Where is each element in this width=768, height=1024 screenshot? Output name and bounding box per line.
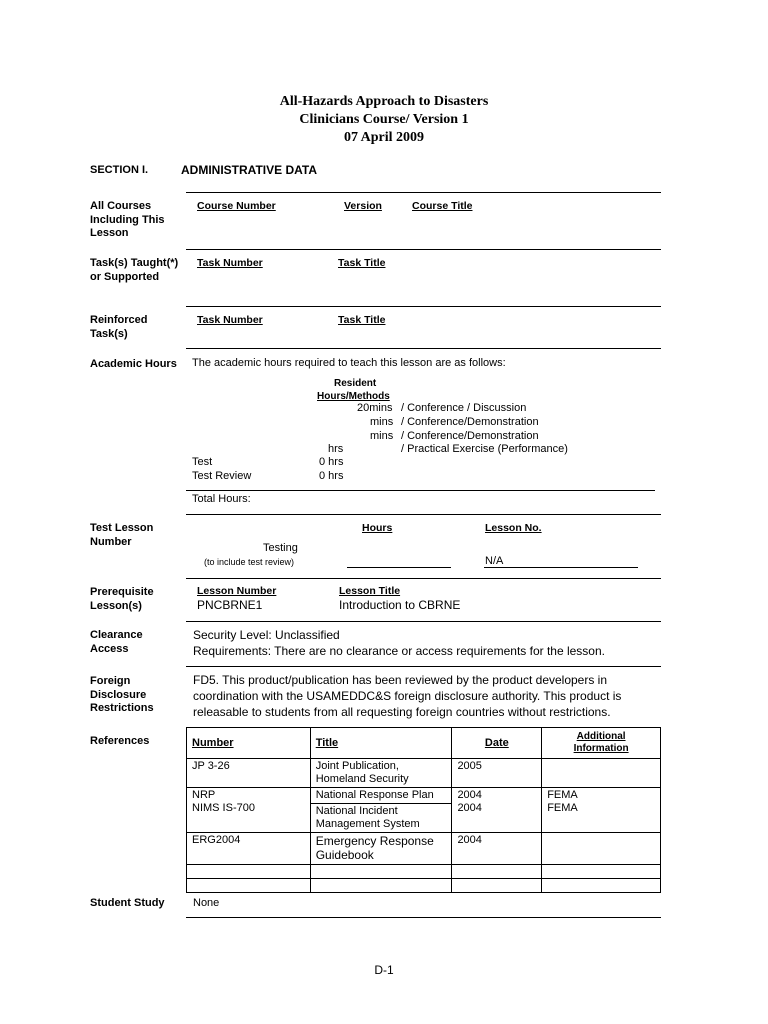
academic-intro: The academic hours required to teach this lesson are as follows: xyxy=(192,357,506,369)
security-level: Security Level: Unclassified xyxy=(193,628,340,642)
doc-date: 07 April 2009 xyxy=(343,130,425,145)
divider xyxy=(186,306,661,307)
resident-heading: Resident xyxy=(334,378,377,389)
student-study-label: Student Study xyxy=(90,897,165,909)
header-cell: Number xyxy=(187,728,311,759)
ref-title: Joint Publication, Homeland Security xyxy=(310,759,452,788)
ref-info xyxy=(542,833,661,865)
ref-title: National Response Plan National Incident Management System xyxy=(310,788,452,833)
header-cell: Title xyxy=(310,728,452,759)
academic-row-hours: mins xyxy=(370,416,394,428)
table-header-row xyxy=(187,728,661,759)
academic-row-method: / Conference/Demonstration xyxy=(401,416,539,428)
divider xyxy=(186,514,661,515)
page-number: D-1 xyxy=(374,963,394,977)
header-cell: Additional Information xyxy=(542,728,661,759)
task-number-header: Task Number xyxy=(197,257,263,269)
lesson-no-header: Lesson No. xyxy=(485,522,542,534)
references-table xyxy=(186,727,661,893)
academic-row-hours: 20mins xyxy=(357,402,393,414)
ref-number: NRP NIMS IS-700 xyxy=(187,788,311,833)
test-review-label: Test Review xyxy=(192,470,252,482)
table-row xyxy=(187,759,661,788)
student-study-value: None xyxy=(193,897,220,909)
ref-info: FEMA FEMA xyxy=(542,788,661,833)
prerequisite-label: Prerequisite Lesson(s) xyxy=(90,586,154,612)
doc-title: All-Hazards Approach to Disasters xyxy=(279,94,489,109)
hours-methods-heading: Hours/Methods xyxy=(317,391,390,402)
course-number-header: Course Number xyxy=(197,200,276,212)
prerequisite-title: Introduction to CBRNE xyxy=(339,598,461,612)
tasks-label: Task(s) Taught(*) or Supported xyxy=(90,257,179,283)
divider xyxy=(186,621,661,622)
table-row xyxy=(187,865,661,879)
prerequisite-number: PNCBRNE1 xyxy=(197,598,263,612)
academic-row-hours: hrs xyxy=(328,443,344,455)
academic-row-method: / Conference/Demonstration xyxy=(401,430,539,442)
table-row xyxy=(187,788,661,833)
hours-blank-line xyxy=(347,567,451,568)
divider xyxy=(186,917,661,918)
clearance-label: Clearance Access xyxy=(90,629,143,655)
version-header: Version xyxy=(344,200,382,212)
lesson-title-header: Lesson Title xyxy=(339,585,401,597)
divider xyxy=(186,192,661,193)
test-hours: 0 hrs xyxy=(319,456,344,468)
lesson-no-value: N/A xyxy=(485,555,504,567)
ref-title: Emergency Response Guidebook xyxy=(310,833,452,865)
test-lesson-label: Test Lesson Number xyxy=(90,522,154,548)
course-title-header: Course Title xyxy=(412,200,473,212)
task-title-header: Task Title xyxy=(338,257,386,269)
references-label: References xyxy=(90,735,150,747)
table-row xyxy=(187,833,661,865)
section-number: SECTION I. xyxy=(90,164,149,176)
academic-label: Academic Hours xyxy=(90,358,177,370)
testing-label: Testing xyxy=(263,542,298,554)
table-row xyxy=(187,879,661,893)
reinforced-title-header: Task Title xyxy=(338,314,386,326)
ref-date: 2004 xyxy=(452,833,542,865)
reinforced-number-header: Task Number xyxy=(197,314,263,326)
academic-row-method: / Practical Exercise (Performance) xyxy=(401,443,568,455)
divider xyxy=(186,490,655,491)
lesson-number-header: Lesson Number xyxy=(197,585,277,597)
section-title: ADMINISTRATIVE DATA xyxy=(181,163,317,177)
ref-date: 2005 xyxy=(452,759,542,788)
academic-row-hours: mins xyxy=(370,430,394,442)
foreign-line: FD5. This product/publication has been reviewed by the product developers in xyxy=(193,673,608,687)
foreign-line: coordination with the USAMEDDC&S foreign disclosure authority. This product is xyxy=(193,689,622,703)
divider xyxy=(186,666,661,667)
divider xyxy=(186,249,661,250)
header-cell: Date xyxy=(452,728,542,759)
test-hours-header: Hours xyxy=(362,522,393,534)
total-hours-label: Total Hours: xyxy=(192,493,251,505)
foreign-disclosure-label: Foreign Disclosure Restrictions xyxy=(90,675,154,714)
ref-date: 2004 2004 xyxy=(452,788,542,833)
lesson-no-line xyxy=(484,567,638,568)
ref-info xyxy=(542,759,661,788)
ref-number: JP 3-26 xyxy=(187,759,311,788)
foreign-line: releasable to students from all requesting foreign countries without restrictions. xyxy=(193,705,611,719)
courses-label: All Courses Including This Lesson xyxy=(90,200,165,239)
test-review-hours: 0 hrs xyxy=(319,470,344,482)
reinforced-label: Reinforced Task(s) xyxy=(90,314,148,340)
ref-number: ERG2004 xyxy=(187,833,311,865)
testing-note: (to include test review) xyxy=(204,557,295,567)
doc-subtitle: Clinicians Course/ Version 1 xyxy=(299,112,469,127)
divider xyxy=(186,578,661,579)
academic-row-method: / Conference / Discussion xyxy=(401,402,527,414)
divider xyxy=(186,348,661,349)
clearance-requirements: Requirements: There are no clearance or access requirements for the lesson. xyxy=(193,644,605,658)
test-label: Test xyxy=(192,456,213,468)
